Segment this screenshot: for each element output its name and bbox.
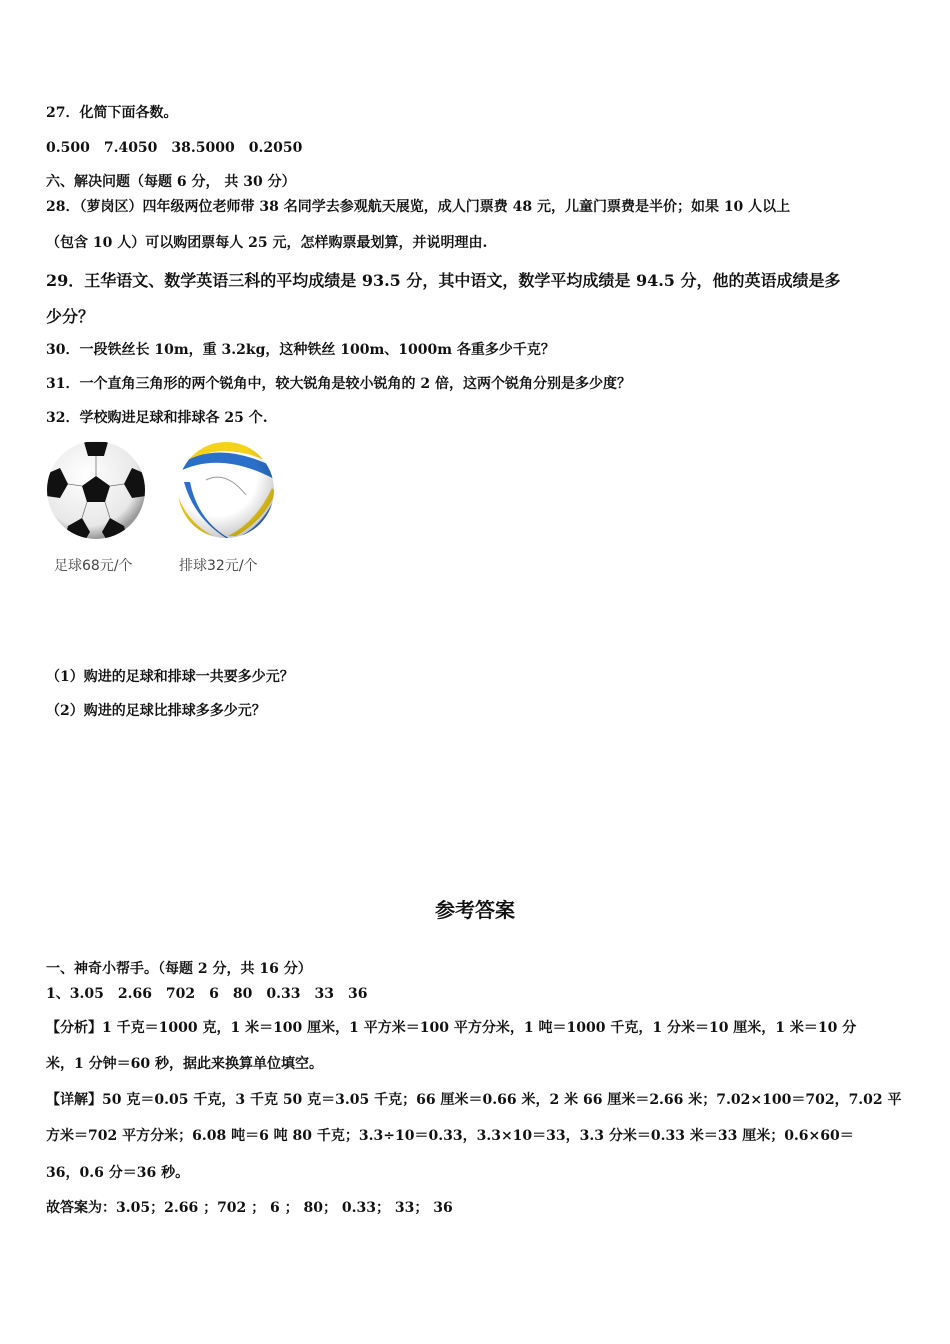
section6-heading: 六、解决问题（每题 6 分， 共 30 分） (46, 174, 296, 190)
analysis-line2: 米，1 分钟＝60 秒，据此来换算单位填空。 (46, 1056, 323, 1072)
volleyball-caption: 排球32元/个 (179, 558, 258, 574)
detail-line2: 方米＝702 平方分米；6.08 吨＝6 吨 80 千克；3.3÷10＝0.33，3.3×10＝33，3.3 分米＝0.33 米＝33 厘米；0.6×60＝ (46, 1128, 854, 1144)
final-answer: 故答案为：3.05；2.66 ；702 ； 6 ； 80； 0.33； 33； 36 (46, 1200, 453, 1216)
football-image (46, 440, 146, 540)
q32-sub1: （1）购进的足球和排球一共要多少元？ (46, 669, 294, 685)
q32-title: 32．学校购进足球和排球各 25 个. (46, 410, 268, 426)
q28-line1: 28．（萝岗区）四年级两位老师带 38 名同学去参观航天展览，成人门票费 48 元，儿童门票费是半价；如果 10 人以上 (46, 199, 791, 215)
q28-line2: （包含 10 人）可以购团票每人 25 元，怎样购票最划算，并说明理由. (46, 235, 488, 251)
q27-values: 0.500 7.4050 38.5000 0.2050 (46, 140, 303, 156)
volleyball-image (176, 440, 276, 540)
q27-title: 27．化简下面各数。 (46, 105, 178, 121)
detail-line3: 36，0.6 分＝36 秒。 (46, 1165, 190, 1181)
answers-section1: 一、神奇小帮手。（每题 2 分，共 16 分） (46, 961, 312, 977)
analysis-line1: 【分析】1 千克＝1000 克，1 米＝100 厘米，1 平方米＝100 平方分米，1 吨＝1000 千克，1 分米＝10 厘米，1 米＝10 分 (46, 1020, 857, 1036)
q29-line1: 29．王华语文、数学英语三科的平均成绩是 93.5 分，其中语文，数学平均成绩是 94.5 分，他的英语成绩是多 (46, 271, 841, 290)
q29-line2: 少分？ (46, 307, 95, 326)
q30: 30．一段铁丝长 10m，重 3.2kg，这种铁丝 100m、1000m 各重多少千克？ (46, 342, 555, 358)
detail-line1: 【详解】50 克＝0.05 千克，3 千克 50 克＝3.05 千克；66 厘米＝0.66 米，2 米 66 厘米＝2.66 米；7.02×100＝702，7.02 平 (46, 1092, 902, 1108)
football-caption: 足球68元/个 (54, 558, 133, 574)
answer-1: 1、3.05 2.66 702 6 80 0.33 33 36 (46, 986, 368, 1002)
q31: 31．一个直角三角形的两个锐角中，较大锐角是较小锐角的 2 倍，这两个锐角分别是多少度？ (46, 376, 631, 392)
answers-title: 参考答案 (435, 898, 515, 922)
q32-sub2: （2）购进的足球比排球多多少元？ (46, 703, 266, 719)
